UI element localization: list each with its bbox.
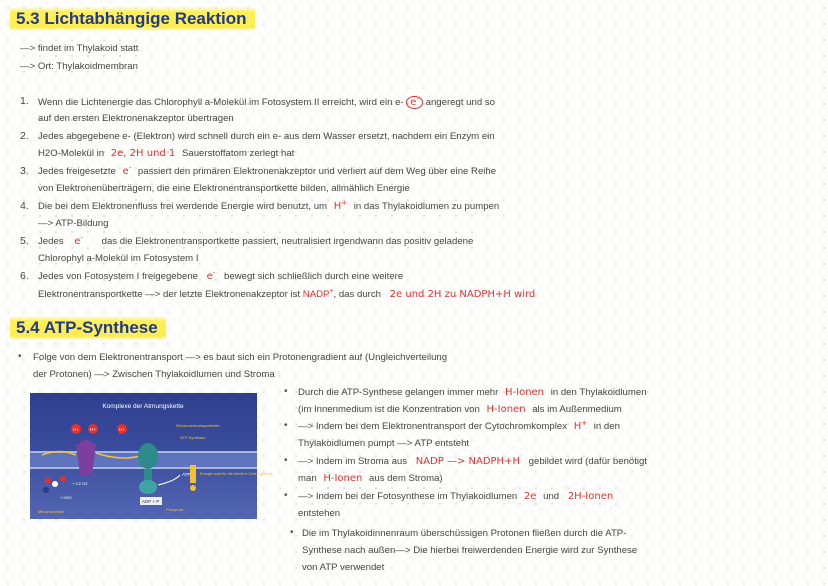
atp-arrow bbox=[158, 475, 180, 485]
right-line-10: Synthese nach außen—> Die hierbei freiwerdenden Energie wird zur Synthese bbox=[302, 545, 638, 556]
energy-dot bbox=[190, 485, 196, 491]
item-6-line-2: Elektronentransportkette —> der letzte Elektronenakzeptor ist NADP+, das durch 2e und 2H zu NADPH+H wird bbox=[38, 288, 536, 300]
item-2-number: 2. bbox=[20, 130, 29, 142]
right-line-2: (im Innenmedium ist die Konzentration von H-Ionen als im Außenmedium bbox=[298, 404, 622, 415]
right-line-7: —> Indem bei der Fotosynthese im Thylakoidlumen 2e und 2H-Ionen bbox=[298, 491, 614, 502]
right-line-9: Die im Thylakoidinnenraum überschüssigen Protonen fließen durch die ATP- bbox=[302, 528, 627, 539]
bullet-dot: • bbox=[284, 386, 288, 397]
section-heading-5-4: 5.4 ATP-Synthese bbox=[10, 316, 166, 340]
right-line-3: —> Indem bei dem Elektronentransport der Cytochromkomplex H+ in den bbox=[298, 419, 620, 432]
bullet1-line-1: Folge von dem Elektronentransport —> es baut sich ein Protonengradient auf (Ungleichverteilung bbox=[33, 352, 448, 363]
o2-label: + 1/2 O2 bbox=[72, 481, 88, 486]
figure-title: Komplexe der Atmungskette bbox=[102, 403, 184, 410]
handwritten-note: H+ bbox=[573, 419, 588, 432]
right-line-5: —> Indem im Stroma aus NADP —> NADPH+H gebildet wird (dafür benötigt bbox=[298, 456, 648, 467]
right-line-6: man H-Ionen aus dem Stroma) bbox=[298, 473, 443, 484]
right-line-11: von ATP verwendet bbox=[302, 562, 385, 573]
mito-label: Mitochondrium bbox=[38, 509, 65, 514]
item-5-line-1: Jedes e- das die Elektronentransportkette passiert, neutralisiert irgendwann das positiv geladene bbox=[38, 234, 474, 247]
item-2-line-1: Jedes abgegebene e- (Elektron) wird schnell durch ein e- aus dem Wasser ersetzt, nachdem ein Enzym ein bbox=[38, 131, 495, 142]
h2o-label: + H2O bbox=[60, 495, 72, 500]
handwritten-note: e- bbox=[406, 97, 423, 108]
molecule bbox=[60, 476, 66, 482]
atp-synthase-head bbox=[139, 480, 157, 494]
section-heading-5-3: 5.3 Lichtabhängige Reaktion bbox=[10, 7, 255, 31]
right-line-8: entstehen bbox=[298, 508, 341, 519]
item-3-line-1: Jedes freigesetzte e- passiert den primären Elektronenakzeptor und verliert auf dem Weg über eine Reihe bbox=[38, 164, 497, 177]
bullet-dot: • bbox=[284, 490, 288, 501]
proton-label: H+ bbox=[119, 427, 125, 432]
handwritten-note: 2e, 2H und 1 bbox=[110, 148, 176, 159]
handwritten-note: 2e bbox=[523, 491, 537, 502]
handwritten-note: H+ bbox=[333, 199, 348, 212]
item-1-number: 1. bbox=[20, 95, 29, 107]
atp-synthase bbox=[138, 443, 158, 469]
item-5-number: 5. bbox=[20, 235, 29, 247]
proton-label: H+ bbox=[73, 427, 79, 432]
energy-bar bbox=[190, 465, 196, 483]
item-2-line-2: H2O-Molekül in 2e, 2H und 1 Sauerstoffatom zerlegt hat bbox=[38, 148, 295, 159]
item-4-number: 4. bbox=[20, 200, 29, 212]
molecule bbox=[45, 478, 51, 484]
item-6-number: 6. bbox=[20, 270, 29, 282]
bullet1-line-2: der Protonen) —> Zwischen Thylakoidlumen und Stroma bbox=[33, 369, 275, 380]
molecule bbox=[43, 487, 49, 493]
handwritten-note: e- bbox=[206, 269, 216, 282]
handwritten-note: 2e und 2H zu NADPH+H wird bbox=[389, 289, 536, 300]
item-6-line-1: Jedes von Fotosystem I freigegebene e- bewegt sich schließlich durch eine weitere bbox=[38, 269, 404, 282]
atp-label: ATP bbox=[182, 472, 191, 477]
item-3-number: 3. bbox=[20, 165, 29, 177]
bullet-dot: • bbox=[284, 455, 288, 466]
transport-label: Elektronentransportkette bbox=[176, 423, 220, 428]
handwritten-note: NADP —> NADPH+H bbox=[415, 456, 520, 467]
phosphat-label: Phosphat bbox=[166, 507, 183, 512]
adp-label: ADP + P bbox=[142, 499, 160, 504]
bullet-dot: • bbox=[284, 420, 288, 431]
item-1-line-1: Wenn die Lichtenergie das Chlorophyll a-Molekül im Fotosystem II erreicht, wird ein e- e- angeregt und so bbox=[38, 95, 495, 108]
right-line-4: Thylakoidlumen pumpt —> ATP entsteht bbox=[298, 438, 470, 449]
handwritten-note: e- bbox=[74, 234, 83, 247]
handwritten-note: H-Ionen bbox=[486, 404, 526, 415]
molecule bbox=[52, 481, 58, 487]
handwritten-note: 2H-Ionen bbox=[567, 491, 614, 502]
item-4-line-1: Die bei dem Elektronenfluss frei werdende Energie wird benutzt, um H+ in das Thylakoidlumen zu pumpen bbox=[38, 199, 500, 212]
figure-svg bbox=[30, 393, 273, 519]
right-line-1: Durch die ATP-Synthese gelangen immer mehr H-Ionen in den Thylakoidlumen bbox=[298, 387, 647, 398]
energy-label: Energie wird für die Arbeit in Zellen genutzt bbox=[200, 472, 273, 476]
item-4-line-2: —> ATP-Bildung bbox=[38, 218, 109, 229]
respiratory-chain-figure bbox=[30, 393, 273, 519]
membrane-complex bbox=[76, 439, 96, 475]
proton-label: H+ bbox=[90, 427, 96, 432]
bullet-dot: • bbox=[18, 351, 22, 362]
intro-line-2: —> Ort: Thylakoidmembran bbox=[20, 61, 138, 72]
handwritten-note: e- bbox=[122, 164, 132, 177]
intro-line-1: —> findet im Thylakoid statt bbox=[20, 43, 139, 54]
item-5-line-2: Chlorophyl a-Molekül im Fotosystem I bbox=[38, 253, 199, 264]
item-3-line-2: von Elektronenüberträgern, die eine Elektronentransportkette bilden, allmählich Energie bbox=[38, 183, 410, 194]
atp-synthase-label: ATP-Synthase bbox=[180, 435, 206, 440]
handwritten-note: H-Ionen bbox=[505, 387, 545, 398]
bullet-dot: • bbox=[290, 527, 294, 538]
handwritten-note: H-Ionen bbox=[323, 473, 363, 484]
item-1-line-2: auf den ersten Elektronenakzeptor übertragen bbox=[38, 113, 234, 124]
